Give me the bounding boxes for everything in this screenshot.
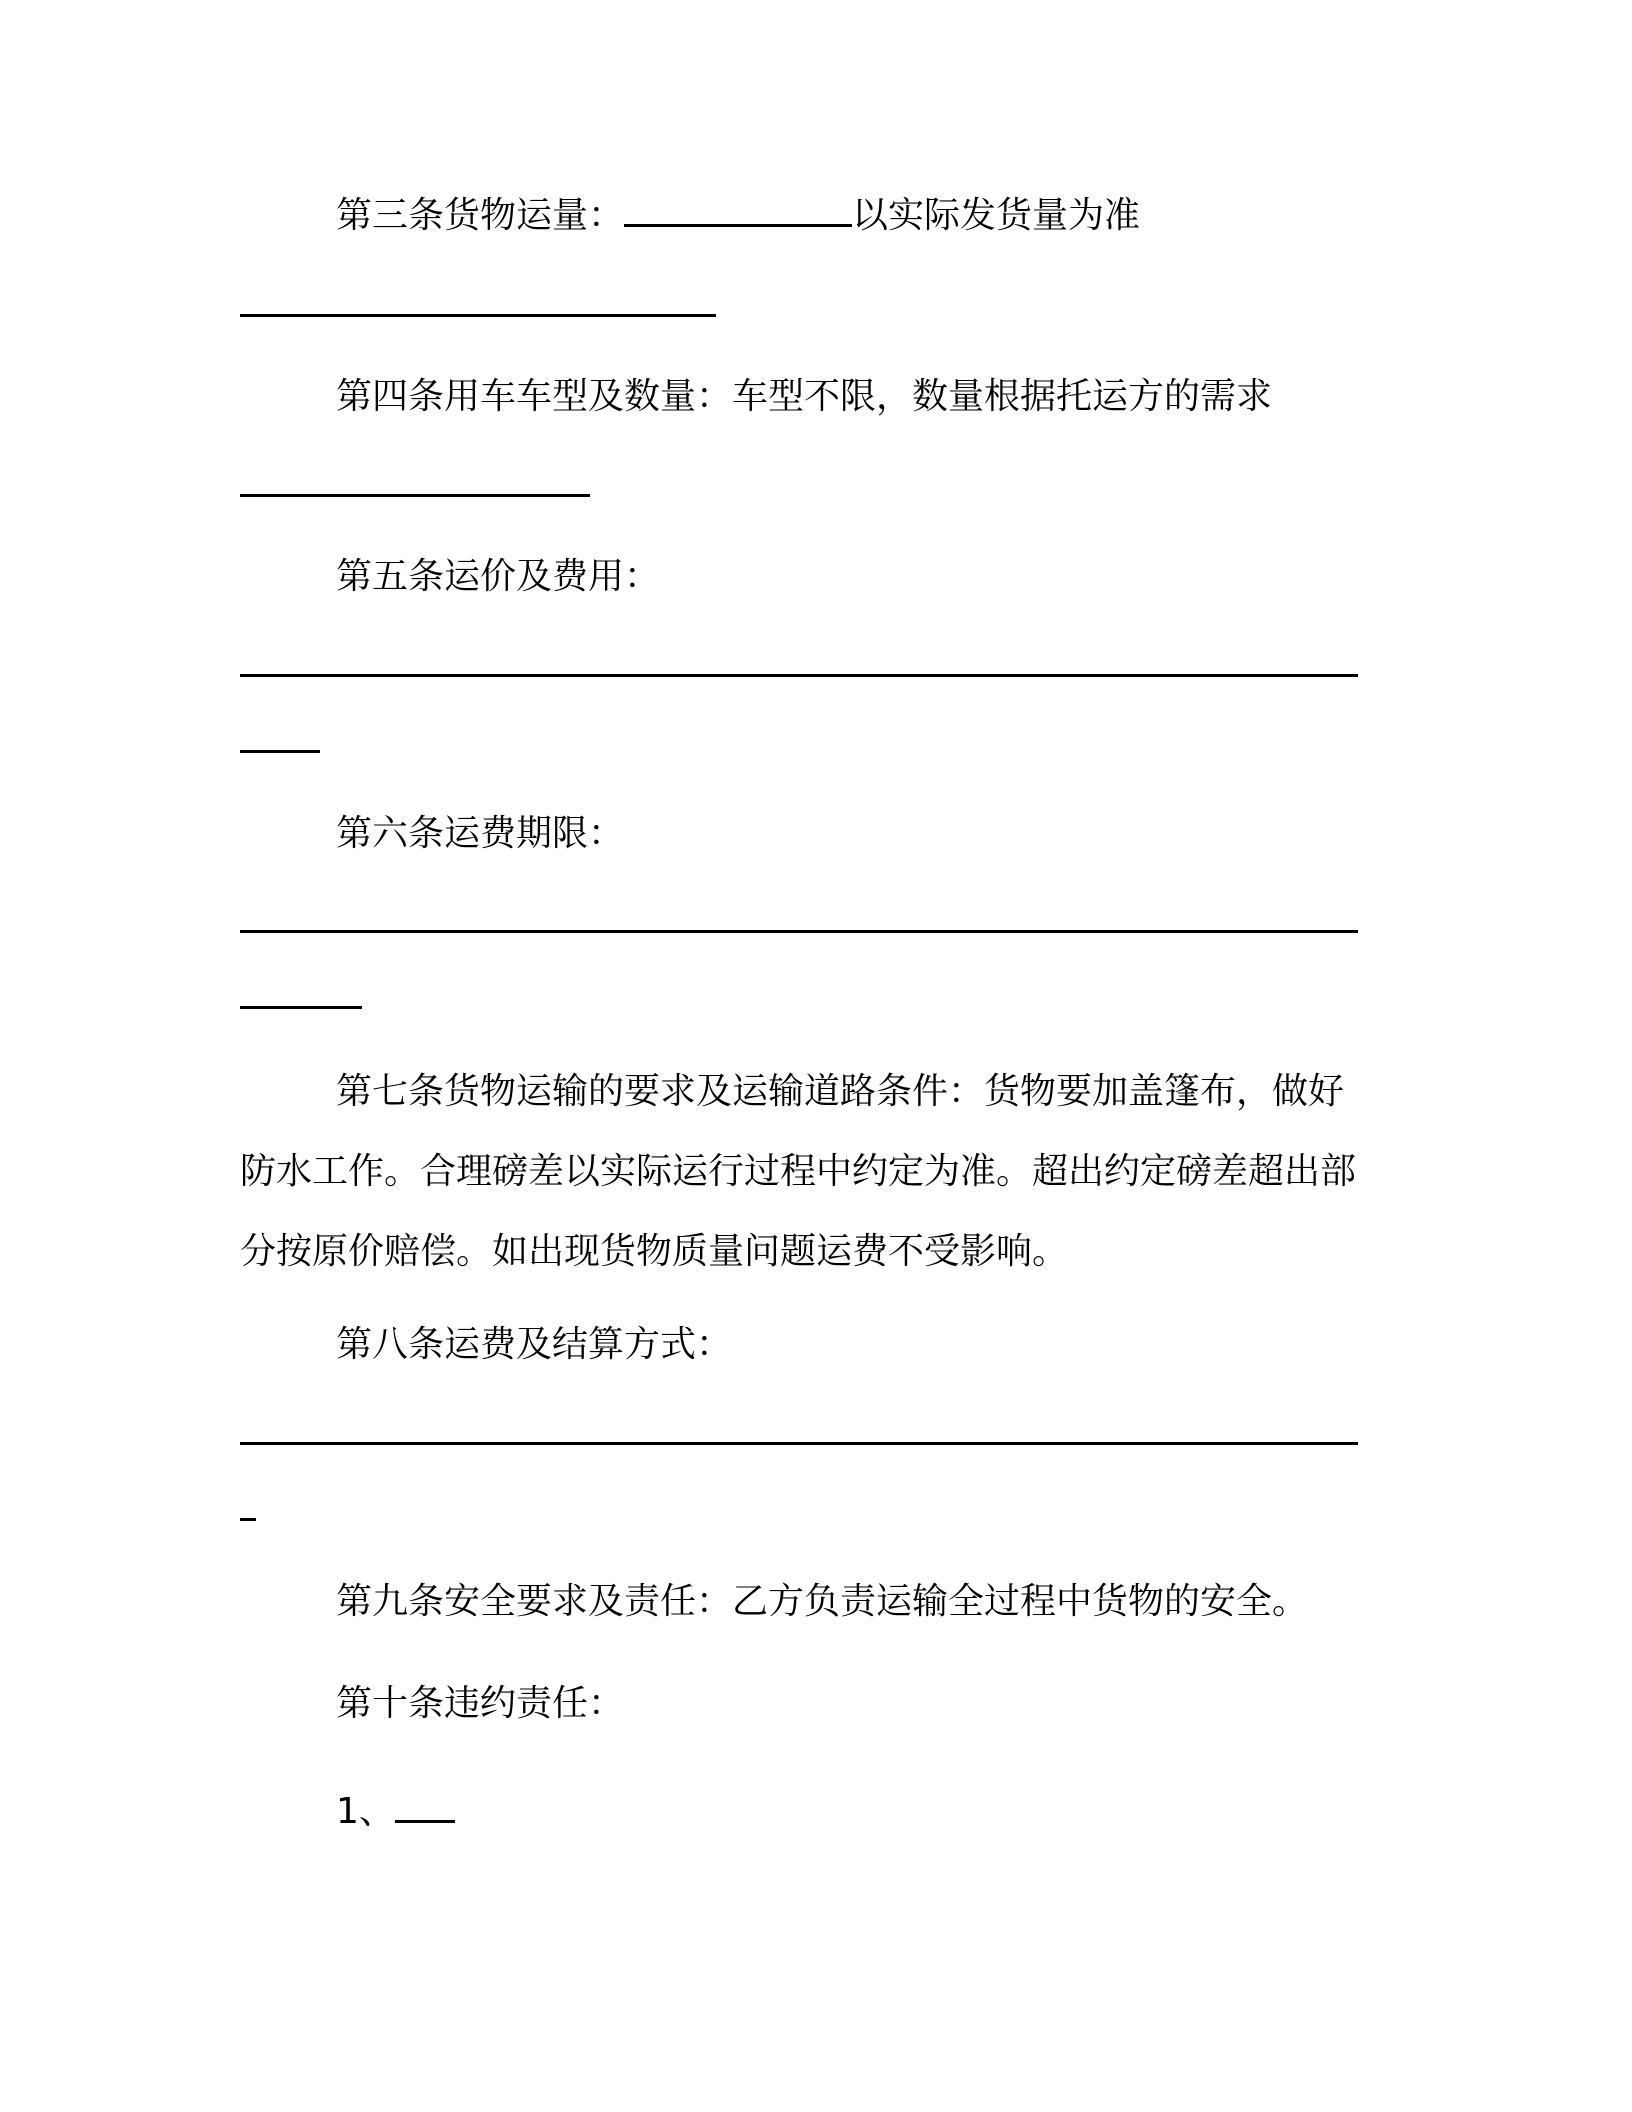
article-5-blank-line-2: [240, 750, 320, 753]
article-10: [336, 1680, 624, 1728]
article-4-continuation-blank: [240, 494, 590, 497]
item-1: [336, 1788, 455, 1836]
article-3-label: 第三条货物运量：: [336, 195, 625, 236]
article-3: [336, 192, 1140, 240]
article-4: [336, 373, 1272, 421]
article-9-label: 第九条安全要求及责任：乙方负责运输全过程中货物的安全。: [336, 1581, 1309, 1622]
article-7: 第七条货物运输的要求及运输道路条件：货物要加盖篷布，做好防水工作。合理磅差以实际运行过程中约定为准。超出约定磅差超出部分按原价赔偿。如出现货物质量问题运费不受影响。: [240, 1071, 1357, 1272]
article-3-blank: [624, 192, 852, 227]
article-8: [336, 1321, 732, 1369]
article-6-label: 第六条运费期限：: [336, 813, 625, 854]
item-1-label: 1、: [336, 1791, 395, 1832]
article-6-blank-line-2: [240, 1006, 362, 1009]
article-9: [336, 1578, 1308, 1626]
item-1-blank: [395, 1788, 455, 1823]
article-8-blank-line-2: [240, 1518, 256, 1521]
article-6-blank-line-1: [240, 930, 1358, 933]
article-3-continuation-blank: [240, 314, 716, 317]
article-4-label: 第四条用车车型及数量：车型不限，数量根据托运方的需求: [336, 376, 1273, 417]
article-8-blank-line-1: [240, 1442, 1358, 1445]
article-6: [336, 810, 624, 858]
article-5-blank-line-1: [240, 674, 1358, 677]
article-10-label: 第十条违约责任：: [336, 1683, 625, 1724]
article-5-label: 第五条运价及费用：: [336, 556, 661, 597]
article-8-label: 第八条运费及结算方式：: [336, 1324, 733, 1365]
article-5: [336, 553, 660, 601]
article-3-suffix: 以实际发货量为准: [852, 195, 1141, 236]
